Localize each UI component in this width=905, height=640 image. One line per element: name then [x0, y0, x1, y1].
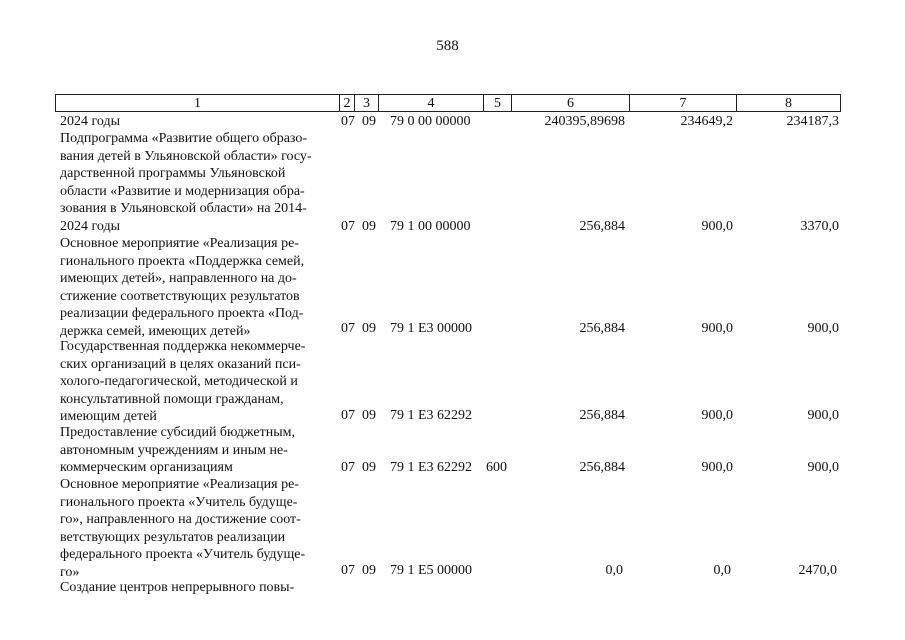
- row-value-2023: 234649,2: [680, 114, 733, 129]
- row-value-2022: 256,884: [579, 321, 625, 336]
- row-value-2022: 240395,89698: [544, 114, 625, 129]
- row-description: Основное мероприятие «Реализация ре- гионального проекта «Учитель будуще- го», направленного на достижение соот- ветствующих результатов реализации федерального проекта «Учитель будуще- го»: [60, 477, 306, 580]
- row-description: 2024 годы: [60, 114, 121, 129]
- row-csr: 79 1 E5 00000: [390, 563, 473, 578]
- row-description: Государственная поддержка некоммерче- ских организаций в целях оказаний пси- холого-педагогической, методической и консультативной помощи гражданам, имеющим детей: [60, 339, 306, 425]
- header-col-8: 8: [785, 96, 792, 111]
- row-csr: 79 1 00 00000: [390, 219, 471, 234]
- row-description: Подпрограмма «Развитие общего образо- вания детей в Ульяновской области» госу- дарственной программы Ульяновской области «Развитие и модернизация обра- зования в Ульяновской области» на 2014- 2024 годы: [60, 131, 312, 234]
- row-value-2024: 3370,0: [800, 219, 839, 234]
- row-rz: 07: [341, 408, 355, 423]
- row-pr: 09: [362, 321, 376, 336]
- header-col-6: 6: [512, 95, 630, 111]
- header-col-3: 3: [355, 95, 379, 111]
- row-pr: 09: [362, 114, 376, 129]
- row-csr: 79 1 E3 62292: [390, 460, 473, 475]
- row-value-2024: 2470,0: [798, 563, 837, 578]
- row-value-2022: 0,0: [605, 563, 623, 578]
- row-pr: 09: [362, 219, 376, 234]
- row-rz: 07: [341, 114, 355, 129]
- row-value-2022: 256,884: [579, 219, 625, 234]
- row-value-2022: 256,884: [579, 460, 625, 475]
- row-description: Предоставление субсидий бюджетным, автономным учреждениям и иным не- коммерческим организациям: [60, 425, 296, 476]
- row-csr: 79 1 E3 00000: [390, 321, 473, 336]
- row-rz: 07: [341, 460, 355, 475]
- row-value-2024: 900,0: [807, 321, 839, 336]
- row-rz: 07: [341, 321, 355, 336]
- row-value-2023: 0,0: [713, 563, 731, 578]
- row-value-2024: 234187,3: [786, 114, 839, 129]
- row-value-2023: 900,0: [701, 408, 733, 423]
- row-value-2023: 900,0: [701, 219, 733, 234]
- row-csr: 79 1 E3 62292: [390, 408, 473, 423]
- row-value-2023: 900,0: [701, 321, 733, 336]
- page-number: 588: [436, 38, 459, 54]
- row-pr: 09: [362, 460, 376, 475]
- row-value-2022: 256,884: [579, 408, 625, 423]
- row-pr: 09: [362, 408, 376, 423]
- row-value-2023: 900,0: [701, 460, 733, 475]
- header-col-2: 2: [340, 95, 355, 111]
- header-col-1: 1: [56, 95, 340, 111]
- row-csr: 79 0 00 00000: [390, 114, 471, 129]
- row-rz: 07: [341, 219, 355, 234]
- row-pr: 09: [362, 563, 376, 578]
- header-col-4: 4: [379, 95, 484, 111]
- row-value-2024: 900,0: [807, 408, 839, 423]
- header-col-5: 5: [484, 95, 512, 111]
- row-rz: 07: [341, 563, 355, 578]
- table-header: [55, 94, 841, 112]
- row-value-2024: 900,0: [807, 460, 839, 475]
- row-description: Основное мероприятие «Реализация ре- гионального проекта «Поддержка семей, имеющих детей», направленного на до- стижение соответствующих результатов реализации федерального проекта «Под- держка семей, имеющих детей»: [60, 236, 305, 339]
- header-col-7: 7: [630, 95, 737, 111]
- row-description: Создание центров непрерывного повы-: [60, 580, 295, 595]
- row-vr: 600: [486, 460, 507, 475]
